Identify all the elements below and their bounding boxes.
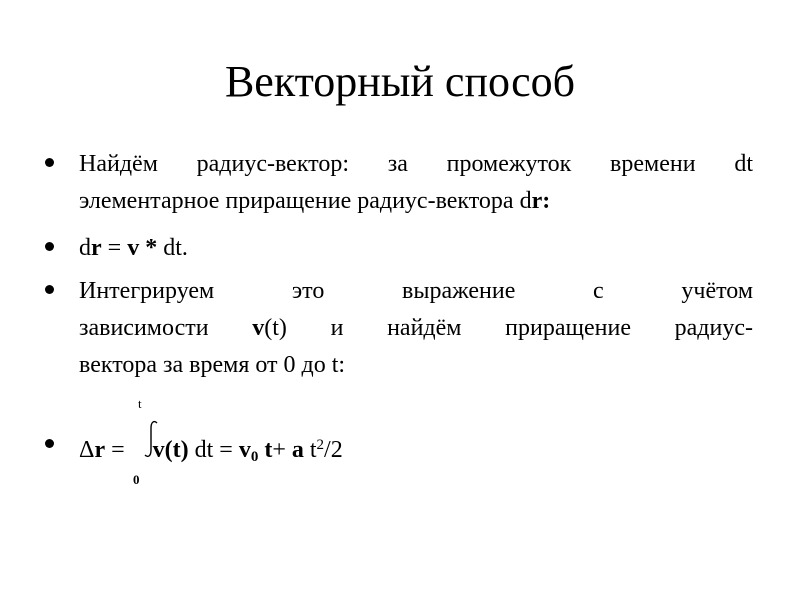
text-run: элементарное приращение радиус-вектора [79,188,520,214]
vector-v: v [252,315,265,341]
bullet-4-line-1 [79,427,753,464]
bullet-3-line-1: Интегрируем это выражение с учётом [79,278,753,304]
bullet-4-text [79,427,753,464]
bullet-1-text [79,146,753,220]
vector-v-of-t: v(t) [152,437,189,463]
text-run: d [519,188,532,214]
text-run: * [139,235,164,261]
bullet-dot [45,158,54,167]
text-run: + [272,437,292,463]
vector-r: r [91,235,102,261]
vector-v0: v [238,437,251,463]
bullet-3-text [79,273,753,384]
vector-r: r [531,188,543,214]
superscript-two: 2 [316,437,325,453]
integral-upper-limit: t [138,396,142,411]
text-run: t [258,437,273,463]
text-run: Найдём радиус-вектор: за промежуток времени [79,151,735,177]
text-run: = [105,437,131,463]
text-run: t [303,437,317,463]
text-run: (t) и найдём приращение радиус- [264,315,753,341]
slide-title: Векторный способ [224,57,576,106]
text-run: /2 [324,437,343,463]
text-run: = [101,235,128,261]
vector-a: a [291,437,304,463]
bullet-2-line-1 [79,230,753,267]
bullet-dot [45,285,54,294]
bullet-2-text [79,230,753,267]
bullet-3-line-2 [79,310,753,347]
integral-lower-limit: 0 [133,472,140,487]
delta-symbol: Δ [79,437,95,463]
text-run: dt = [188,437,239,463]
text-run: зависимости [79,315,253,341]
bullet-1-line-2 [79,183,753,220]
text-run: dt [734,151,753,177]
vector-r: r [94,437,106,463]
vector-v: v [127,235,140,261]
text-run: d [79,235,91,261]
text-run: : [542,188,551,214]
bullet-dot [45,439,54,448]
bullet-dot [45,242,54,251]
bullet-1-line-1 [79,146,753,183]
text-run: dt. [163,235,188,261]
subscript-zero: 0 [250,449,259,465]
bullet-3-line-3: вектора за время от 0 до t: [79,352,346,378]
